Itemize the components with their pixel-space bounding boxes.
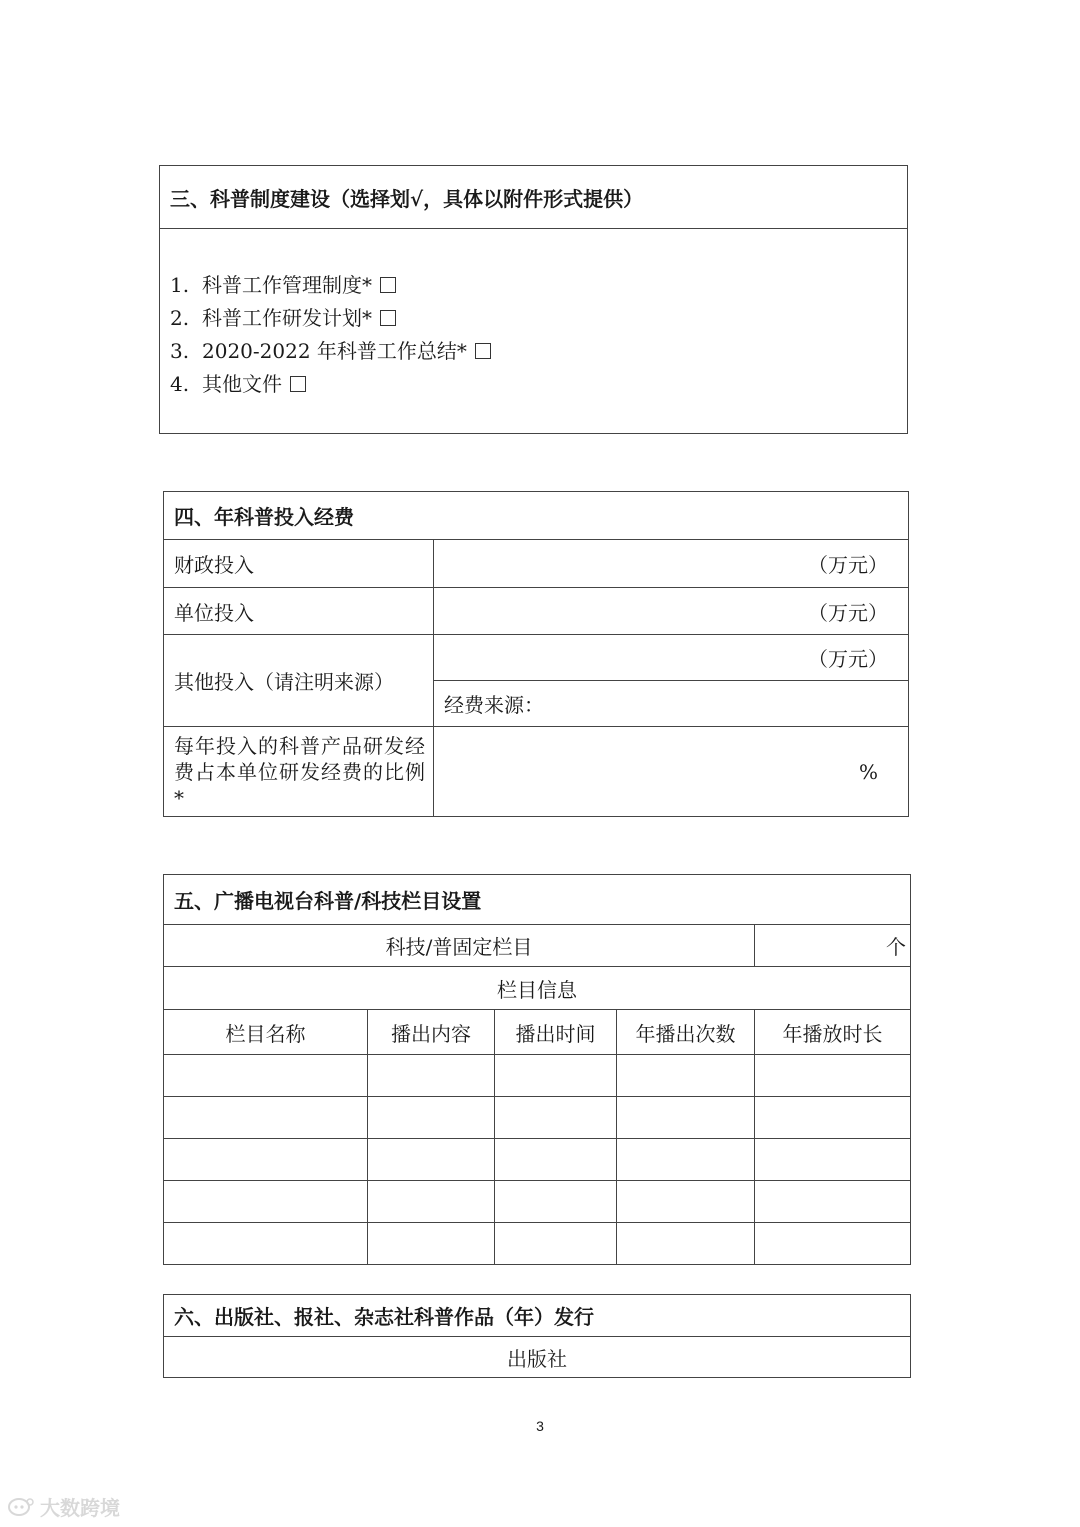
table-row: [164, 1139, 911, 1181]
watermark-logo-icon: [8, 1496, 34, 1518]
table-row: [164, 1223, 911, 1265]
table-cell[interactable]: [368, 1097, 495, 1139]
fiscal-label: 财政投入: [164, 540, 434, 588]
table-cell[interactable]: [755, 1097, 911, 1139]
table-cell[interactable]: [495, 1055, 617, 1097]
table-cell[interactable]: [164, 1223, 368, 1265]
section-5-title: 五、广播电视台科普/科技栏目设置: [164, 875, 911, 925]
table-cell[interactable]: [495, 1139, 617, 1181]
ratio-input[interactable]: [434, 727, 909, 817]
checkbox[interactable]: [475, 343, 491, 359]
page-number: 3: [536, 1418, 544, 1434]
section-6-table: [163, 1294, 911, 1378]
table-row: [164, 1181, 911, 1223]
table-cell[interactable]: [755, 1223, 911, 1265]
column-info-label: 栏目信息: [164, 967, 911, 1010]
col-header-count: 年播出次数: [617, 1010, 755, 1055]
table-row: [164, 1097, 911, 1139]
source-label: 经费来源：: [444, 693, 544, 717]
checklist-item: [170, 302, 907, 335]
checkbox[interactable]: [380, 277, 396, 293]
watermark: [8, 1492, 120, 1521]
table-cell[interactable]: [617, 1223, 755, 1265]
col-header-time: 播出时间: [495, 1010, 617, 1055]
table-cell[interactable]: [164, 1139, 368, 1181]
col-header-duration: 年播放时长: [755, 1010, 911, 1055]
table-cell[interactable]: [368, 1139, 495, 1181]
fixed-columns-input[interactable]: [755, 925, 911, 967]
item-number: 2.: [170, 306, 190, 330]
table-cell[interactable]: [617, 1181, 755, 1223]
table-cell[interactable]: [495, 1223, 617, 1265]
table-cell[interactable]: [495, 1181, 617, 1223]
publisher-label: 出版社: [164, 1337, 911, 1378]
table-cell[interactable]: [368, 1055, 495, 1097]
table-cell[interactable]: [755, 1181, 911, 1223]
table-cell[interactable]: [755, 1055, 911, 1097]
section-4-title: 四、年科普投入经费: [164, 492, 909, 540]
checklist-item: [170, 335, 907, 368]
table-cell[interactable]: [617, 1097, 755, 1139]
checklist-item: [170, 368, 907, 401]
other-label: 其他投入（请注明来源）: [164, 635, 434, 727]
table-cell[interactable]: [164, 1097, 368, 1139]
unit-input[interactable]: [434, 588, 909, 635]
checkbox[interactable]: [380, 310, 396, 326]
item-number: 3.: [170, 339, 190, 363]
section-5-table: [163, 874, 911, 1265]
unit-label: 单位投入: [164, 588, 434, 635]
other-unit: （万元）: [808, 647, 888, 671]
unit-unit: （万元）: [808, 600, 888, 625]
col-header-name: 栏目名称: [164, 1010, 368, 1055]
ratio-label: 每年投入的科普产品研发经费占本单位研发经费的比例*: [164, 727, 434, 817]
fixed-columns-label: 科技/普固定栏目: [164, 925, 755, 967]
table-cell[interactable]: [617, 1139, 755, 1181]
section-4-table: [163, 491, 909, 817]
item-label: 科普工作研发计划*: [202, 306, 372, 330]
section-3-box: [159, 165, 908, 434]
fixed-columns-unit: 个: [886, 935, 907, 959]
ratio-unit: %: [858, 759, 878, 784]
section-6-title: 六、出版社、报社、杂志社科普作品（年）发行: [164, 1295, 911, 1337]
col-header-content: 播出内容: [368, 1010, 495, 1055]
section-3-checklist: [160, 229, 907, 401]
watermark-text: 大数跨境: [40, 1498, 120, 1520]
table-cell[interactable]: [368, 1181, 495, 1223]
item-label: 其他文件: [202, 372, 282, 396]
table-cell[interactable]: [495, 1097, 617, 1139]
item-number: 4.: [170, 372, 190, 396]
source-input[interactable]: [434, 681, 909, 727]
checklist-item: [170, 269, 907, 302]
item-number: 1.: [170, 273, 190, 297]
fiscal-unit: （万元）: [808, 553, 888, 577]
checkbox[interactable]: [290, 376, 306, 392]
item-label: 科普工作管理制度*: [202, 273, 372, 297]
item-label: 2020-2022 年科普工作总结*: [202, 339, 467, 363]
table-cell[interactable]: [164, 1181, 368, 1223]
table-row: [164, 1055, 911, 1097]
section-3-title: 三、科普制度建设（选择划√，具体以附件形式提供）: [160, 166, 907, 229]
table-cell[interactable]: [368, 1223, 495, 1265]
fiscal-input[interactable]: [434, 540, 909, 588]
table-cell[interactable]: [755, 1139, 911, 1181]
table-cell[interactable]: [164, 1055, 368, 1097]
other-input[interactable]: [434, 635, 909, 681]
table-cell[interactable]: [617, 1055, 755, 1097]
